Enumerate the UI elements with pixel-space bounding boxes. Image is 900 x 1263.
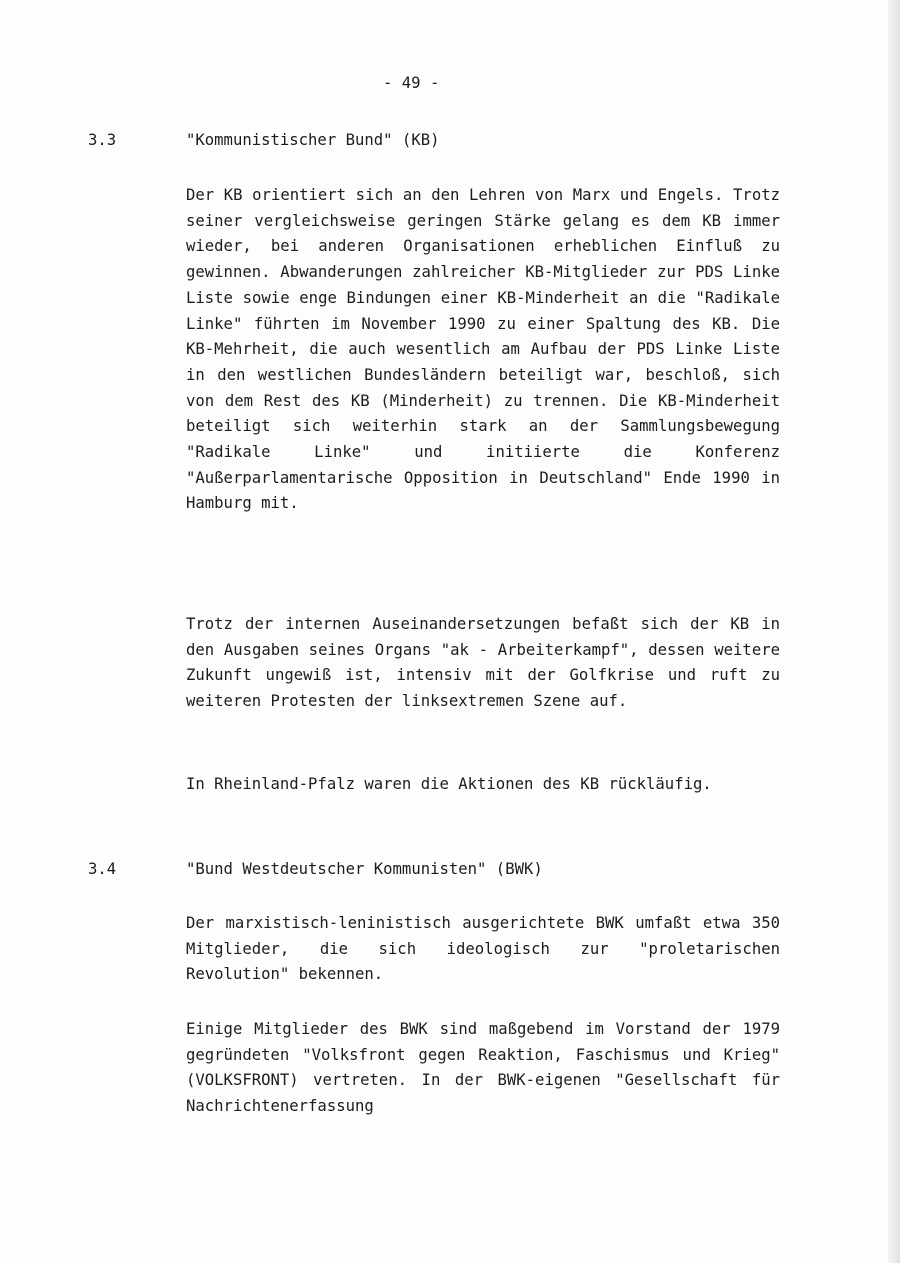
paragraph: Trotz der internen Auseinandersetzungen befaßt sich der KB in den Ausgaben seines Organs "ak - Arbeiterkampf", dessen weitere Zukunft ungewiß ist, intensiv mit der Golfkrise und ruft zu weiteren Protesten der linksextremen Szene auf. bbox=[186, 615, 780, 711]
page-edge bbox=[888, 0, 900, 1263]
paragraph: In Rheinland-Pfalz waren die Aktionen des KB rückläufig. bbox=[186, 775, 712, 793]
section-number: 3.4 bbox=[88, 860, 117, 878]
page-number: - 49 - bbox=[383, 74, 440, 92]
section-title: "Bund Westdeutscher Kommunisten" (BWK) bbox=[186, 860, 543, 878]
section-title: "Kommunistischer Bund" (KB) bbox=[186, 131, 440, 149]
paragraph: Der KB orientiert sich an den Lehren von Marx und Engels. Trotz seiner vergleichsweise geringen Stärke gelang es dem KB immer wieder, bei anderen Organisationen erheblichen Einfluß zu gewinnen. Abwanderungen zahlreicher KB-Mitglieder zur PDS Linke Liste sowie enge Bindungen einer KB-Minderheit an die "Radikale Linke" führten im November 1990 zu einer Spaltung des KB. Die KB-Mehrheit, die auch wesentlich am Aufbau der PDS Linke Liste in den westlichen Bundesländern beteiligt war, beschloß, sich von dem Rest des KB (Minderheit) zu trennen. Die KB-Minderheit beteiligt sich weiterhin stark an der Sammlungsbewegung "Radikale Linke" und initiierte die Konferenz "Außerparlamentarische Opposition in Deutschland" Ende 1990 in Hamburg mit. bbox=[186, 186, 780, 513]
paragraph: Der marxistisch-leninistisch ausgerichtete BWK umfaßt etwa 350 Mitglieder, die sich ideologisch zur "proletarischen Revolution" bekennen. bbox=[186, 914, 780, 984]
paragraph: Einige Mitglieder des BWK sind maßgebend im Vorstand der 1979 gegründeten "Volksfront gegen Reaktion, Faschismus und Krieg" (VOLKSFRONT) vertreten. In der BWK-eigenen "Gesellschaft für Nachrichtenerfassung bbox=[186, 1020, 780, 1116]
section-number: 3.3 bbox=[88, 131, 117, 149]
